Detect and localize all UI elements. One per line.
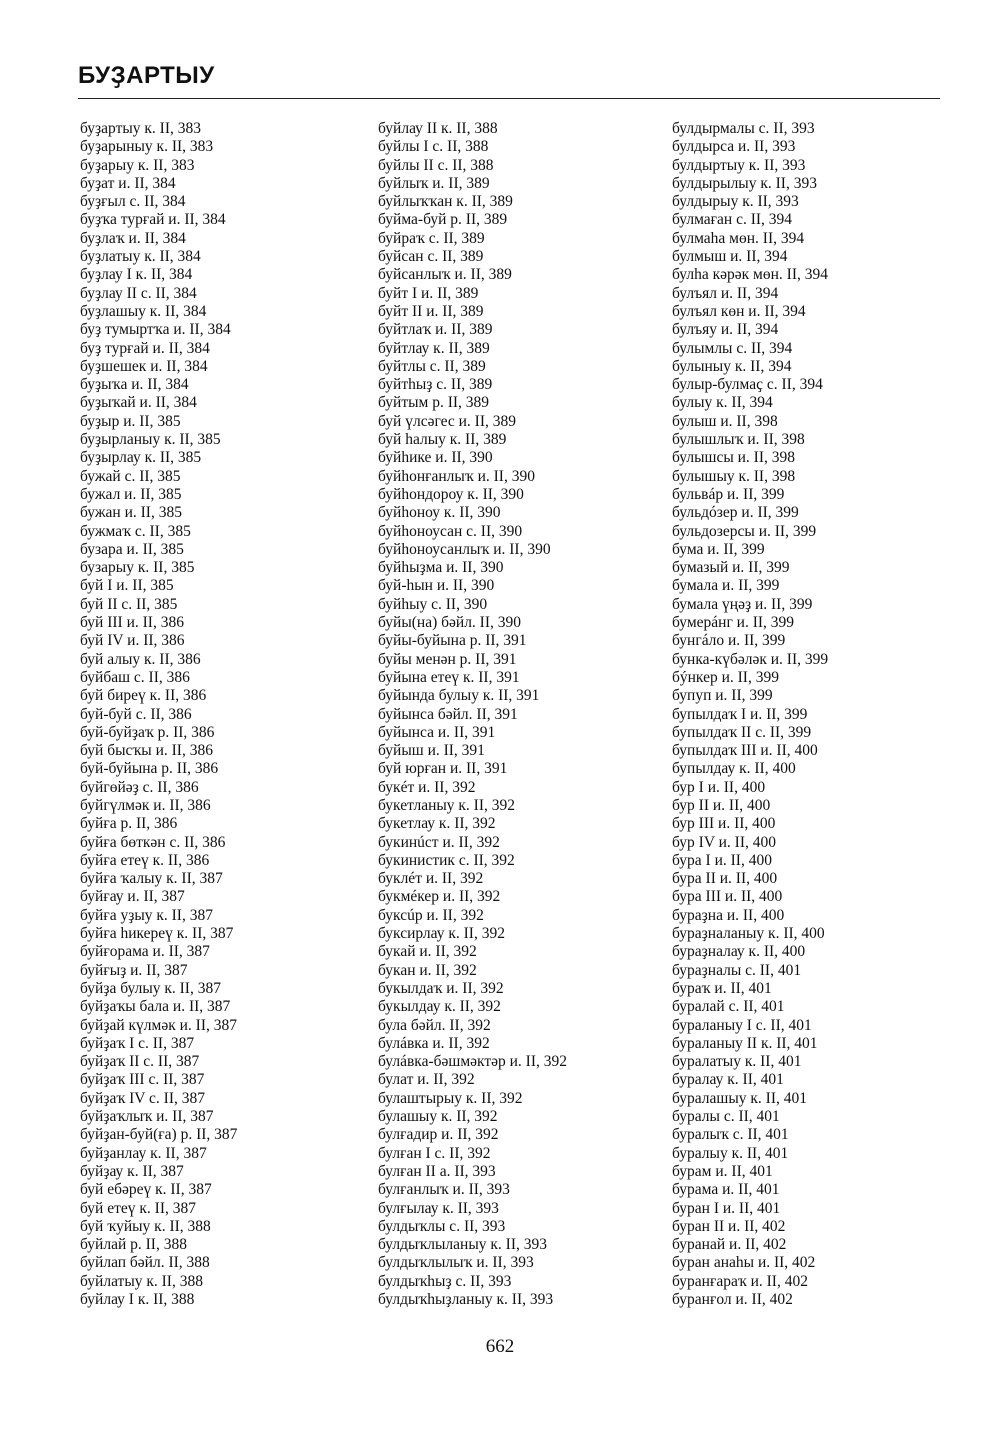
dictionary-entry: буй-буйына р. II, 386 [80,760,219,778]
dictionary-entry: буйтым р. II, 389 [378,394,490,412]
dictionary-entry: буй ебәреү к. II, 387 [80,1181,212,1199]
dictionary-entry: буйһоноу к. II, 390 [378,504,501,522]
dictionary-entry: бульдóзер и. II, 399 [672,504,799,522]
dictionary-entry: буйһыҙма и. II, 390 [378,559,504,577]
dictionary-entry: буйлыҡ и. II, 389 [378,174,490,192]
dictionary-entry: буй үлсәгес и. II, 389 [378,412,517,430]
dictionary-entry: буйҙау к. II, 387 [80,1162,184,1180]
dictionary-entry: булғадир и. II, 392 [378,1126,499,1144]
dictionary-entry: буҙлау I к. II, 384 [80,266,193,284]
dictionary-entry: булдырмалы с. II, 393 [672,120,815,137]
page-number: 662 [485,1336,515,1357]
dictionary-entry: булáвка-бәшмәктәр и. II, 392 [378,1053,567,1071]
dictionary-entry: букетлау к. II, 392 [378,815,496,833]
dictionary-entry: буйлатыу к. II, 388 [80,1272,203,1290]
dictionary-entry: була бәйл. II, 392 [378,1016,491,1034]
dictionary-entry: буйлы I с. II, 388 [378,138,489,156]
dictionary-entry: буйһоноусан с. II, 390 [378,522,523,540]
dictionary-entry: булъял көн и. II, 394 [672,302,806,320]
dictionary-entry: буй III и. II, 386 [80,614,184,632]
dictionary-entry: буҙырлау к. II, 385 [80,449,202,467]
dictionary-entry: бумазый и. II, 399 [672,559,790,577]
dictionary-entry: буранай и. II, 402 [672,1236,787,1254]
dictionary-entry: булған I с. II, 392 [378,1144,491,1162]
dictionary-entry: буйлы II с. II, 388 [378,156,494,174]
dictionary-entry: буйлау I к. II, 388 [80,1291,195,1308]
dictionary-entry: буран анаһы и. II, 402 [672,1254,816,1272]
dictionary-entry: буралай с. II, 401 [672,998,785,1016]
dictionary-entry: букылдау к. II, 392 [378,998,501,1016]
dictionary-entry: буйһонғанлыҡ и. II, 390 [378,467,535,485]
dictionary-entry: бурама и. II, 401 [672,1181,780,1199]
dictionary-entry: булъял и. II, 394 [672,284,779,302]
dictionary-entry: буйбаш с. II, 386 [80,668,190,686]
dictionary-entry: буҙлашыу к. II, 384 [80,302,207,320]
dictionary-entry: букан и. II, 392 [378,961,477,979]
dictionary-entry: буйыш и. II, 391 [378,742,485,760]
dictionary-entry: буйһыу с. II, 390 [378,595,488,613]
dictionary-entry: буҙыр и. II, 385 [80,412,181,430]
dictionary-entry: буҙат и. II, 384 [80,174,176,192]
dictionary-entry: буйлап бәйл. II, 388 [80,1254,210,1272]
dictionary-entry: буран II и. II, 402 [672,1217,786,1235]
dictionary-entry: буйҙаҡ I с. II, 387 [80,1034,195,1052]
dictionary-entry: буй I и. II, 385 [80,577,174,595]
dictionary-entry: буйынса и. II, 391 [378,723,496,741]
dictionary-entry: буйында булыу к. II, 391 [378,687,540,705]
entry-column-3 [672,120,828,1309]
dictionary-entry: буҙлатыу к. II, 384 [80,248,201,266]
dictionary-entry: булдыҡлылыҡ и. II, 393 [378,1254,534,1272]
dictionary-entry: буй һалыу к. II, 389 [378,431,507,449]
dictionary-entry: бунгáло и. II, 399 [672,632,786,650]
dictionary-entry: бупылдаҡ I и. II, 399 [672,705,808,723]
dictionary-entry: буйһондороу к. II, 390 [378,485,524,503]
dictionary-entry: буҙарыныу к. II, 383 [80,138,214,156]
dictionary-entry: бураланыу I с. II, 401 [672,1016,812,1034]
dictionary-entry: бураланыу II к. II, 401 [672,1034,818,1052]
dictionary-entry: булдыҡлыланыу к. II, 393 [378,1236,547,1254]
dictionary-entry: булымлы с. II, 394 [672,339,793,357]
dictionary-entry: бура II и. II, 400 [672,870,778,888]
dictionary-entry: буҙартыу к. II, 383 [80,120,202,137]
dictionary-entry: буй IV и. II, 386 [80,632,185,650]
dictionary-entry: буйгөйәҙ с. II, 386 [80,778,199,796]
page-title: БУҘАРТЫУ [78,62,215,89]
dictionary-entry: буйһике и. II, 390 [378,449,493,467]
dictionary-entry: буйҙанлау к. II, 387 [80,1144,207,1162]
dictionary-entry: бупылдаҡ III и. II, 400 [672,742,818,760]
dictionary-entry: буралы с. II, 401 [672,1108,780,1126]
dictionary-entry: буҙыҡай и. II, 384 [80,394,197,412]
dictionary-entry: буй биреү к. II, 386 [80,687,207,705]
dictionary-entry: булышсы и. II, 398 [672,449,795,467]
dictionary-entry: булһа кәрәк мөн. II, 394 [672,266,828,284]
dictionary-entry: буйға р. II, 386 [80,815,178,833]
dictionary-entry: буранғол и. II, 402 [672,1291,793,1308]
dictionary-entry: булған II а. II, 393 [378,1162,496,1180]
dictionary-entry: буҙлау II с. II, 384 [80,284,197,302]
dictionary-entry: буклéт и. II, 392 [378,870,484,888]
dictionary-entry: бурам и. II, 401 [672,1162,773,1180]
dictionary-entry: буйға етеү к. II, 386 [80,851,210,869]
page-header [78,58,940,99]
dictionary-entry: буйы(на) бәйл. II, 390 [378,614,521,632]
dictionary-entry: букай и. II, 392 [378,943,477,961]
dictionary-entry: булыр-булмаҫ с. II, 394 [672,376,823,394]
dictionary-entry: буйҙаҡ IV с. II, 387 [80,1089,206,1107]
dictionary-entry: булдыҡһыҙланыу к. II, 393 [378,1291,554,1308]
dictionary-entry: буҙлаҡ и. II, 384 [80,229,186,247]
dictionary-entry: буйына етеү к. II, 391 [378,668,520,686]
dictionary-entry: буйғыҙ и. II, 387 [80,961,188,979]
dictionary-entry: буран I и. II, 401 [672,1199,781,1217]
dictionary-entry: буйғорама и. II, 387 [80,943,210,961]
dictionary-entry: булдырыу к. II, 393 [672,193,799,211]
dictionary-entry: буралыу к. II, 401 [672,1144,789,1162]
dictionary-entry: буҙҡа турғай и. II, 384 [80,211,226,229]
dictionary-entry: буйтлаҡ и. II, 389 [378,321,493,339]
dictionary-entry: бур III и. II, 400 [672,815,776,833]
dictionary-entry: бумала үңәҙ и. II, 399 [672,595,813,613]
dictionary-entry: буйҙан-буй(ға) р. II, 387 [80,1126,238,1144]
dictionary-entry: булыу к. II, 394 [672,394,773,412]
dictionary-entry: буй етеү к. II, 387 [80,1199,196,1217]
dictionary-entry: бур II и. II, 400 [672,796,771,814]
dictionary-entry: букмéкер и. II, 392 [378,888,501,906]
dictionary-entry: буйтлау к. II, 389 [378,339,490,357]
dictionary-entry: булáвка и. II, 392 [378,1034,490,1052]
dictionary-entry: булышыу к. II, 398 [672,467,796,485]
dictionary-entry: буҙғыл с. II, 384 [80,193,186,211]
dictionary-entry: бур I и. II, 400 [672,778,766,796]
dictionary-entry: букинистик с. II, 392 [378,851,515,869]
dictionary-entry: булыш и. II, 398 [672,412,778,430]
dictionary-entry: буйлай р. II, 388 [80,1236,187,1254]
dictionary-entry: бураҙналау к. II, 400 [672,943,806,961]
dictionary-entry: булдырылыу к. II, 393 [672,174,817,192]
dictionary-entry: буйы-буйына р. II, 391 [378,632,527,650]
dictionary-entry: буйға бөткән с. II, 386 [80,833,226,851]
dictionary-entry: бужал и. II, 385 [80,485,182,503]
dictionary-entry: булмаған с. II, 394 [672,211,793,229]
dictionary-entry: булаштырыу к. II, 392 [378,1089,523,1107]
dictionary-entry: бужай с. II, 385 [80,467,181,485]
dictionary-entry: буйынса бәйл. II, 391 [378,705,518,723]
dictionary-entry: бумерáнг и. II, 399 [672,614,795,632]
dictionary-entry: булдыҡлы с. II, 393 [378,1217,506,1235]
dictionary-entry: булыныу к. II, 394 [672,357,792,375]
dictionary-entry: бур IV и. II, 400 [672,833,776,851]
dictionary-entry: буйҙаҡ III с. II, 387 [80,1071,205,1089]
dictionary-entry: буйма-буй р. II, 389 [378,211,508,229]
dictionary-entry: бураҙна и. II, 400 [672,906,785,924]
dictionary-entry: буйға уҙыу к. II, 387 [80,906,213,924]
dictionary-entry: буй юрған и. II, 391 [378,760,508,778]
dictionary-entry: булат и. II, 392 [378,1071,475,1089]
dictionary-entry: буйлау II к. II, 388 [378,120,498,137]
dictionary-entry: букéт и. II, 392 [378,778,476,796]
dictionary-entry: бураҙналы с. II, 401 [672,961,802,979]
dictionary-entry: буҙарыу к. II, 383 [80,156,195,174]
dictionary-entry: буйы менән р. II, 391 [378,650,517,668]
dictionary-entry: бума и. II, 399 [672,540,765,558]
dictionary-entry: буйсанлыҡ и. II, 389 [378,266,512,284]
dictionary-entry: бужан и. II, 385 [80,504,182,522]
dictionary-entry: буҙшешек и. II, 384 [80,357,208,375]
dictionary-entry: буйға һикереү к. II, 387 [80,925,234,943]
dictionary-entry: бýнкер и. II, 399 [672,668,779,686]
dictionary-entry: бунка-күбәләк и. II, 399 [672,650,829,668]
dictionary-entry: буйсан с. II, 389 [378,248,484,266]
dictionary-entry: буксирлау к. II, 392 [378,925,505,943]
dictionary-entry: бура I и. II, 400 [672,851,772,869]
dictionary-entry: буралатыу к. II, 401 [672,1053,802,1071]
dictionary-entry: буйғау и. II, 387 [80,888,185,906]
dictionary-entry: букетланыу к. II, 392 [378,796,516,814]
dictionary-entry: булдыртыу к. II, 393 [672,156,806,174]
dictionary-entry: буйт II и. II, 389 [378,302,484,320]
dictionary-entry: буй ҡуйыу к. II, 388 [80,1217,211,1235]
dictionary-entry: бульдозерсы и. II, 399 [672,522,817,540]
dictionary-entry: буй-буйҙаҡ р. II, 386 [80,723,215,741]
dictionary-entry: буй-һын и. II, 390 [378,577,495,595]
dictionary-entry: буйҙаҡы бала и. II, 387 [80,998,231,1016]
dictionary-entry: букинúст и. II, 392 [378,833,500,851]
dictionary-entry: булышлыҡ и. II, 398 [672,431,805,449]
dictionary-entry: буҙ тумыртҡа и. II, 384 [80,321,231,339]
dictionary-entry: буйҙа булыу к. II, 387 [80,979,221,997]
dictionary-entry: бура III и. II, 400 [672,888,783,906]
dictionary-entry: булдыҡһыҙ с. II, 393 [378,1272,512,1290]
dictionary-entry: буранғараҡ и. II, 402 [672,1272,808,1290]
dictionary-entry: буй II с. II, 385 [80,595,178,613]
dictionary-entry: бураҙналаныу к. II, 400 [672,925,825,943]
dictionary-entry: буйҙай күлмәк и. II, 387 [80,1016,237,1034]
dictionary-entry: буйгүлмәк и. II, 386 [80,796,211,814]
dictionary-entry: буҙырланыу к. II, 385 [80,431,221,449]
dictionary-entry: буралау к. II, 401 [672,1071,784,1089]
dictionary-entry: бупылдаҡ II с. II, 399 [672,723,812,741]
dictionary-entry: буйтһыҙ с. II, 389 [378,376,493,394]
dictionary-entry: буйраҡ с. II, 389 [378,229,485,247]
dictionary-entry: буралашыу к. II, 401 [672,1089,808,1107]
dictionary-entry: буйҙаҡлыҡ и. II, 387 [80,1108,214,1126]
dictionary-entry: букылдаҡ и. II, 392 [378,979,504,997]
dictionary-entry: буйҙаҡ II с. II, 387 [80,1053,200,1071]
dictionary-entry: буралыҡ с. II, 401 [672,1126,789,1144]
dictionary-entry: булғылау к. II, 393 [378,1199,499,1217]
dictionary-entry: бульвáр и. II, 399 [672,485,785,503]
dictionary-entry: бузарыу к. II, 385 [80,559,195,577]
dictionary-entry: буҙ турғай и. II, 384 [80,339,210,357]
dictionary-entry: буҙыҡа и. II, 384 [80,376,189,394]
entry-column-1 [80,120,237,1309]
dictionary-entry: буйһоноусанлыҡ и. II, 390 [378,540,551,558]
entry-column-2 [378,120,567,1309]
dictionary-entry: бупуп и. II, 399 [672,687,773,705]
dictionary-entry: булмаһа мөн. II, 394 [672,229,805,247]
dictionary-entry: буйға ҡалыу к. II, 387 [80,870,223,888]
dictionary-entry: буй бысҡы и. II, 386 [80,742,213,760]
dictionary-entry: буй-буй с. II, 386 [80,705,192,723]
dictionary-entry: буксúр и. II, 392 [378,906,484,924]
dictionary-entry: буйтлы с. II, 389 [378,357,486,375]
dictionary-entry: булғанлыҡ и. II, 393 [378,1181,510,1199]
dictionary-entry: бузара и. II, 385 [80,540,184,558]
dictionary-entry: булашыу к. II, 392 [378,1108,498,1126]
dictionary-entry: бумала и. II, 399 [672,577,780,595]
dictionary-entry: буйт I и. II, 389 [378,284,479,302]
dictionary-entry: булмыш и. II, 394 [672,248,788,266]
dictionary-entry: бупылдау к. II, 400 [672,760,796,778]
dictionary-entry: буй алыу к. II, 386 [80,650,201,668]
dictionary-entry: булъяу и. II, 394 [672,321,779,339]
dictionary-entry: буйлыҡҡан к. II, 389 [378,193,513,211]
dictionary-entry: бураҡ и. II, 401 [672,979,772,997]
dictionary-entry: бужмаҡ с. II, 385 [80,522,191,540]
dictionary-entry: булдырса и. II, 393 [672,138,796,156]
